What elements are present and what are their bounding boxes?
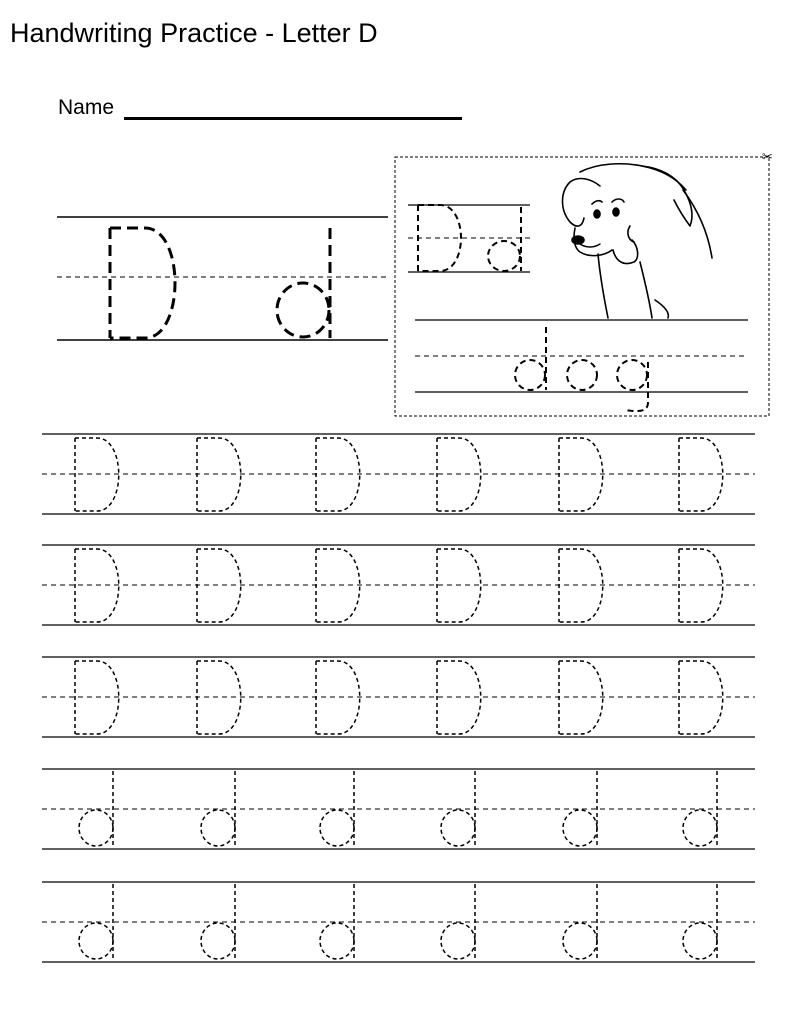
- worksheet-title: Handwriting Practice - Letter D: [10, 18, 378, 48]
- practice-row[interactable]: [42, 545, 755, 625]
- cut-border: [395, 157, 769, 416]
- name-label: Name: [58, 96, 115, 119]
- example-uppercase-d: [110, 228, 175, 338]
- example-guide-lines: [57, 217, 388, 340]
- scissors-icon: ✂: [762, 149, 773, 164]
- example-lowercase-d: [277, 228, 330, 338]
- card-word-dog: [515, 327, 648, 411]
- card-lowercase-d: [488, 207, 521, 271]
- practice-rows: [42, 434, 755, 962]
- practice-row[interactable]: [42, 434, 755, 514]
- picture-card: [395, 157, 769, 416]
- dog-illustration: [563, 164, 713, 318]
- practice-row[interactable]: [42, 657, 755, 737]
- practice-row[interactable]: [42, 882, 755, 962]
- practice-row[interactable]: [42, 769, 755, 849]
